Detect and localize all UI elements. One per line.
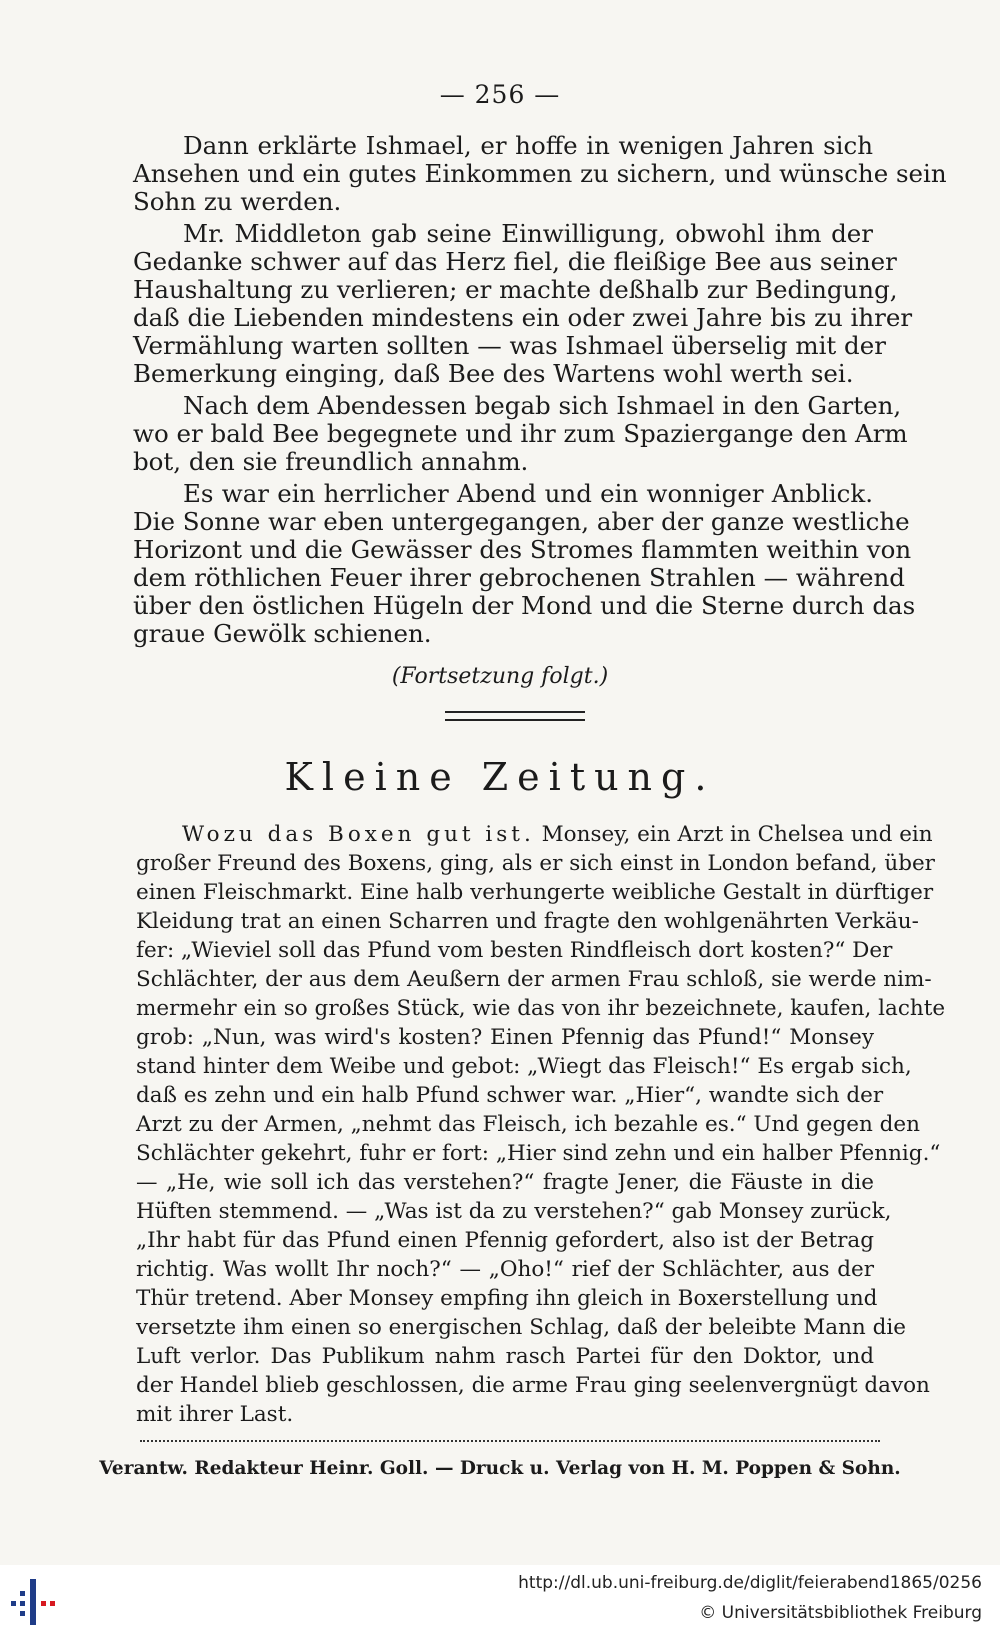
story-line: Bemerkung einging, daß Bee des Wartens wohl werth sei. xyxy=(133,359,854,388)
story-line: Mr. Middleton gab seine Einwilligung, obwohl ihm der xyxy=(183,219,873,248)
story-line: Horizont und die Gewässer des Stromes flammten weithin von xyxy=(133,535,912,564)
story-line: Dann erklärte Ishmael, er hoffe in wenigen Jahren sich xyxy=(183,131,873,160)
page-number: — 256 — xyxy=(439,80,561,109)
story-line: Die Sonne war eben untergegangen, aber der ganze westliche xyxy=(133,507,910,536)
article-text xyxy=(136,820,946,1429)
article-line: einen Fleischmarkt. Eine halb verhungerte weibliche Gestalt in dürftiger xyxy=(136,880,934,905)
copyright-notice: © Universitätsbibliothek Freiburg xyxy=(699,1603,982,1623)
section-title: Kleine Zeitung. xyxy=(284,755,716,799)
article-line: Monsey, ein Arzt in Chelsea und ein xyxy=(541,822,933,847)
story-line: Gedanke schwer auf das Herz fiel, die fleißige Bee aus seiner xyxy=(133,247,897,276)
story-line: Haushaltung zu verlieren; er machte deßhalb zur Bedingung, xyxy=(133,275,898,304)
article-line: Kleidung trat an einen Scharren und fragte den wohlgenährten Verkäu- xyxy=(136,909,919,934)
story-line: Vermählung warten sollten — was Ishmael überselig mit der xyxy=(133,331,886,360)
story-line: Es war ein herrlicher Abend und ein wonniger Anblick. xyxy=(183,479,873,508)
article-line: Luft verlor. Das Publikum nahm rasch Partei für den Doktor, und xyxy=(136,1344,874,1369)
continuation-note: (Fortsetzung folgt.) xyxy=(391,664,609,689)
article-line: daß es zehn und ein halb Pfund schwer war. „Hier“, wandte sich der xyxy=(136,1083,884,1108)
story-line: dem röthlichen Feuer ihrer gebrochenen Strahlen — während xyxy=(133,563,905,592)
story-line: daß die Liebenden mindestens ein oder zwei Jahre bis zu ihrer xyxy=(133,303,913,332)
story-line: Ansehen und ein gutes Einkommen zu sichern, und wünsche sein xyxy=(133,159,947,188)
article-first-line xyxy=(136,820,933,849)
story-text xyxy=(133,131,947,648)
article-line: großer Freund des Boxens, ging, als er sich einst in London befand, über xyxy=(136,851,935,876)
article-line: mermehr ein so großes Stück, wie das von ihr bezeichnete, kaufen, lachte xyxy=(136,996,946,1021)
article-line: Hüften stemmend. — „Was ist da zu verstehen?“ gab Monsey zurück, xyxy=(136,1199,892,1224)
story-line: über den östlichen Hügeln der Mond und die Sterne durch das xyxy=(133,591,916,620)
story-line: graue Gewölk schienen. xyxy=(133,619,432,648)
article-line: Schlächter gekehrt, fuhr er fort: „Hier sind zehn und ein halber Pfennig.“ xyxy=(136,1141,941,1166)
article-line: — „He, wie soll ich das verstehen?“ fragte Jener, die Fäuste in die xyxy=(136,1170,874,1195)
article-line: „Ihr habt für das Pfund einen Pfennig gefordert, also ist der Betrag xyxy=(136,1228,874,1253)
article-line: grob: „Nun, was wird's kosten? Einen Pfennig das Pfund!“ Monsey xyxy=(136,1025,874,1050)
article-line: stand hinter dem Weibe und gebot: „Wiegt das Fleisch!“ Es ergab sich, xyxy=(136,1054,912,1079)
dotted-rule xyxy=(140,1440,880,1442)
article-line: Arzt zu der Armen, „nehmt das Fleisch, ich bezahle es.“ Und gegen den xyxy=(136,1112,920,1137)
story-line: bot, den sie freundlich annahm. xyxy=(133,447,529,476)
permalink-url[interactable]: http://dl.ub.uni-freiburg.de/diglit/feierabend1865/0256 xyxy=(518,1573,982,1593)
article-line: der Handel blieb geschlossen, die arme Frau ging seelenvergnügt davon xyxy=(136,1373,930,1398)
article-line: fer: „Wieviel soll das Pfund vom besten Rindfleisch dort kosten?“ Der xyxy=(136,938,893,963)
ub-freiburg-logo-icon[interactable] xyxy=(8,1577,58,1627)
article-line: Thür tretend. Aber Monsey empfing ihn gleich in Boxerstellung und xyxy=(136,1286,878,1311)
article-line: versetzte ihm einen so energischen Schlag, daß der beleibte Mann die xyxy=(136,1315,906,1340)
article-heading: Wozu das Boxen gut ist. xyxy=(182,822,535,847)
article-line: Schlächter, der aus dem Aeußern der armen Frau schloß, sie werde nim- xyxy=(136,967,932,992)
story-line: Nach dem Abendessen begab sich Ishmael in den Garten, xyxy=(183,391,902,420)
article-line: mit ihrer Last. xyxy=(136,1402,294,1427)
viewer-footer xyxy=(0,1565,1000,1637)
section-divider xyxy=(445,711,585,721)
story-line: Sohn zu werden. xyxy=(133,187,342,216)
article-line: richtig. Was wollt Ihr noch?“ — „Oho!“ rief der Schlächter, aus der xyxy=(136,1257,874,1282)
story-line: wo er bald Bee begegnete und ihr zum Spaziergange den Arm xyxy=(133,419,908,448)
imprint: Verantw. Redakteur Heinr. Goll. — Druck u. Verlag von H. M. Poppen & Sohn. xyxy=(99,1458,901,1479)
